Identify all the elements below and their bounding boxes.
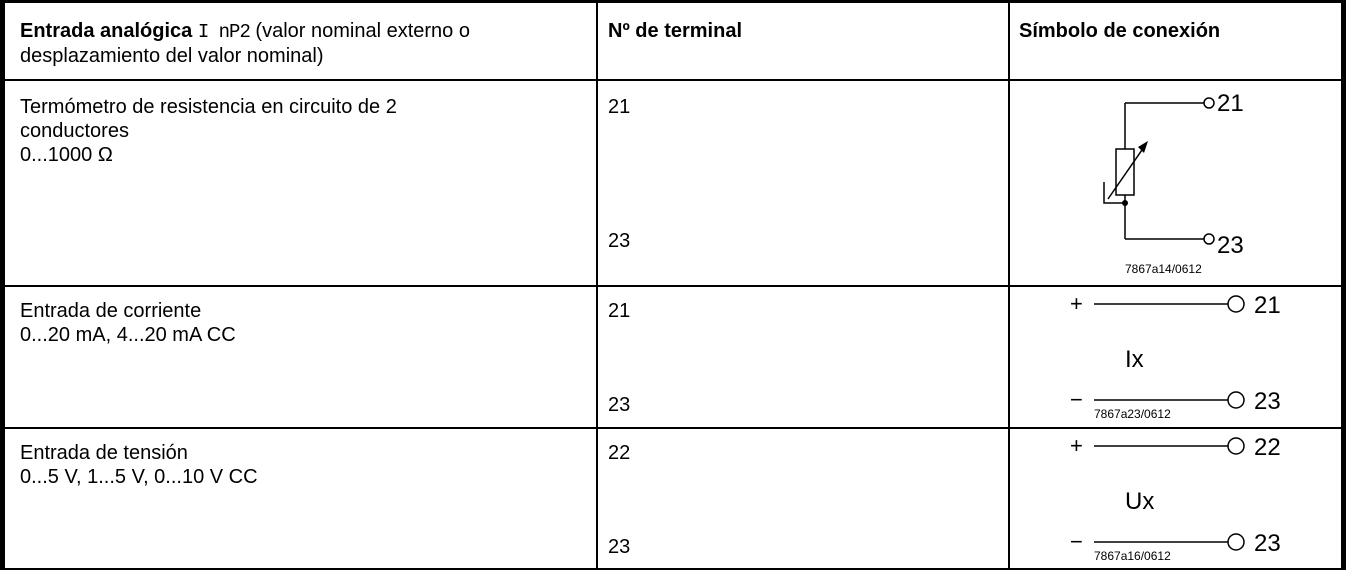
figure-code: 7867a23/0612 [1094, 407, 1171, 421]
minus-sign: − [1070, 387, 1083, 412]
rtd-loop [1104, 182, 1125, 203]
rtd-label-top: 21 [1217, 90, 1244, 117]
terminal-circle-icon [1228, 392, 1244, 408]
rtd-label-bottom: 23 [1217, 232, 1244, 259]
row-1-desc-line: Termómetro de resistencia en circuito de 2 [20, 96, 397, 118]
terminal-circle-icon [1228, 438, 1244, 454]
row-3-terminal-top: 22 [608, 442, 631, 464]
figure-code: 7867a14/0612 [1125, 262, 1202, 276]
row-2-terminal-bottom: 23 [608, 394, 631, 416]
voltage-label-bottom: 23 [1254, 530, 1281, 557]
current-label-bottom: 23 [1254, 388, 1281, 415]
terminal-circle-icon [1228, 296, 1244, 312]
row-2-desc-line: 0...20 mA, 4...20 mA CC [20, 324, 236, 346]
arrow-head-icon [1138, 141, 1148, 153]
figure-code: 7867a16/0612 [1094, 549, 1171, 563]
row-1-desc-line: conductores [20, 120, 129, 142]
header-title: Entrada analógica [20, 20, 193, 42]
row-1-terminal-top: 21 [608, 96, 631, 118]
terminal-circle-icon [1228, 534, 1244, 550]
row-3-desc-line: Entrada de tensión [20, 442, 188, 464]
header-description [20, 19, 590, 68]
current-input-symbol [1010, 287, 1341, 427]
terminal-circle-icon [1204, 98, 1214, 108]
header-symbol: Símbolo de conexión [1019, 20, 1221, 42]
row-1-desc-line: 0...1000 Ω [20, 144, 113, 166]
header-terminal: Nº de terminal [608, 20, 743, 42]
parameter-code: I nP2 [197, 21, 250, 43]
row-2-desc-line: Entrada de corriente [20, 300, 202, 322]
row-3-terminal-bottom: 23 [608, 536, 631, 558]
current-center-label: Ix [1125, 346, 1144, 373]
row-2-description [20, 299, 590, 347]
row-3-desc-line: 0...5 V, 1...5 V, 0...10 V CC [20, 466, 258, 488]
plus-sign: + [1070, 433, 1083, 458]
voltage-label-top: 22 [1254, 434, 1281, 461]
current-label-top: 21 [1254, 292, 1281, 319]
voltage-center-label: Ux [1125, 488, 1155, 515]
plus-sign: + [1070, 291, 1083, 316]
resistor-icon [1116, 149, 1134, 195]
variable-arrow-icon [1108, 147, 1144, 199]
row-1-terminal-bottom: 23 [608, 230, 631, 252]
header-note-line1: (valor nominal externo o [255, 20, 470, 42]
rtd-symbol [1010, 81, 1341, 285]
voltage-input-symbol [1010, 429, 1341, 568]
junction-dot-icon [1122, 200, 1128, 206]
terminal-circle-icon [1204, 234, 1214, 244]
header-note-line2: desplazamiento del valor nominal) [20, 45, 324, 67]
row-3-description [20, 441, 590, 489]
row-1-description [20, 95, 590, 167]
minus-sign: − [1070, 529, 1083, 554]
row-2-terminal-top: 21 [608, 300, 631, 322]
